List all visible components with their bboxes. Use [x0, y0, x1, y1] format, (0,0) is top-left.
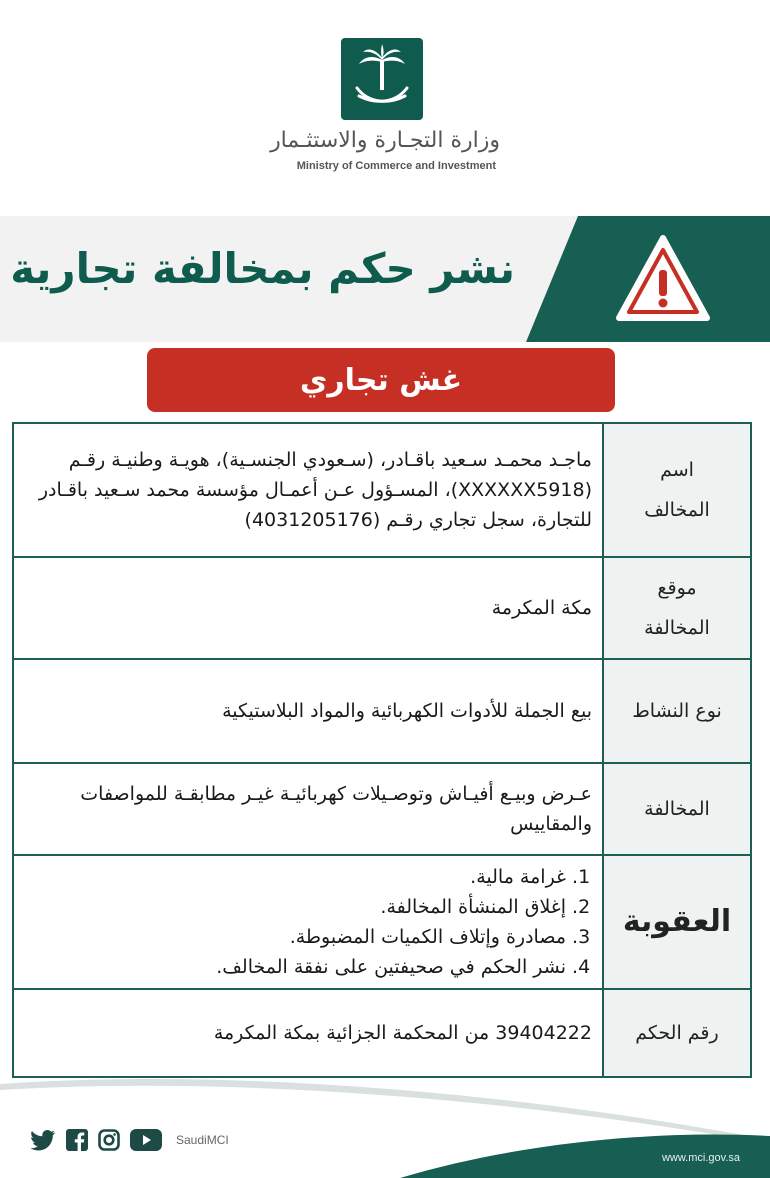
warning-triangle-icon — [613, 232, 713, 324]
violation-value: عـرض وبيـع أفيـاش وتوصـيلات كهربائيـة غيـر مطابقـة للمواصفات والمقاييس — [13, 763, 603, 855]
table-row-penalty — [13, 855, 751, 989]
ministry-name-english: Ministry of Commerce and Investment — [296, 160, 496, 172]
palm-swords-icon — [341, 38, 423, 120]
penalty-list — [22, 862, 592, 982]
social-links — [30, 1128, 229, 1152]
youtube-icon[interactable] — [130, 1129, 162, 1151]
violator-label: اسم المخالف — [603, 423, 751, 557]
saudi-emblem-logo — [341, 38, 423, 120]
twitter-icon[interactable] — [30, 1129, 56, 1151]
social-handle: SaudiMCI — [176, 1133, 229, 1147]
violation-label: المخالفة — [603, 763, 751, 855]
table-row-location — [13, 557, 751, 659]
table-row-violator — [13, 423, 751, 557]
website-link[interactable]: www.mci.gov.sa — [661, 1152, 740, 1164]
location-value: مكة المكرمة — [13, 557, 603, 659]
instagram-icon[interactable] — [98, 1129, 120, 1151]
ruling-label: رقم الحكم — [603, 989, 751, 1077]
table-row-violation — [13, 763, 751, 855]
location-label: موقع المخالفة — [603, 557, 751, 659]
page-title: نشر حكم بمخالفة تجارية — [10, 244, 515, 293]
violation-details-table — [12, 422, 752, 1078]
activity-value: بيع الجملة للأدوات الكهربائية والمواد البلاستيكية — [13, 659, 603, 763]
table-row-ruling — [13, 989, 751, 1077]
violator-value: ماجـد محمـد سـعيد باقـادر، (سـعودي الجنسـية)، هويـة وطنيـة رقـم (XXXXXX5918)، المسـؤول عـن أعمـال مؤسسة محمد سـعيد باقـادر للتجارة، سجل تجاري رقـم (4031205176) — [13, 423, 603, 557]
list-item: 1. غرامة مالية. — [22, 862, 566, 892]
ruling-value: 39404222 من المحكمة الجزائية بمكة المكرمة — [13, 989, 603, 1077]
violation-type-badge: غش تجاري — [147, 348, 615, 412]
list-item: 3. مصادرة وإتلاف الكميات المضبوطة. — [22, 922, 566, 952]
activity-label: نوع النشاط — [603, 659, 751, 763]
penalty-label: العقوبة — [603, 855, 751, 989]
ministry-name-arabic: وزارة التجـارة والاستثـمار — [270, 128, 500, 153]
penalty-value — [13, 855, 603, 989]
list-item: 2. إغلاق المنشأة المخالفة. — [22, 892, 566, 922]
list-item: 4. نشر الحكم في صحيفتين على نفقة المخالف. — [22, 952, 566, 982]
facebook-icon[interactable] — [66, 1129, 88, 1151]
table-row-activity — [13, 659, 751, 763]
